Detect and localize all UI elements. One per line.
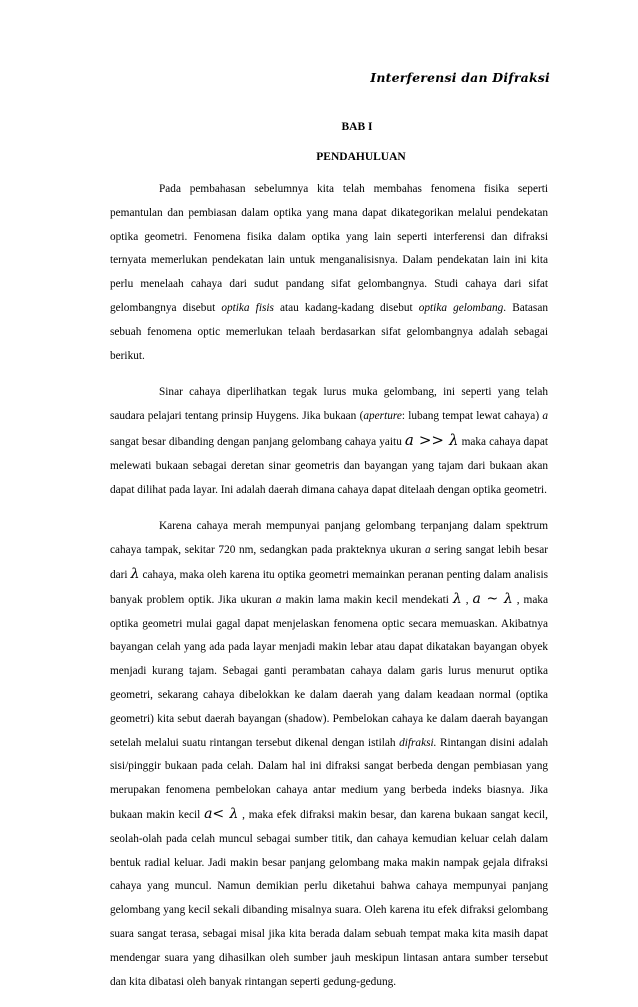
p2-text-4: maka cahaya dapat melewati bukaan sebagai deretan sinar geometris dan bayangan yang tajam dari bukaan akan dapat dilihat pada layar. Ini adalah daerah dimana cahaya dapat ditelaah dengan optika geometri. [110,435,548,496]
p3-math-a-approx-lambda: a ~ λ [472,590,513,607]
p3-math-lambda-2: λ [452,590,462,607]
p3-text-8: , maka efek difraksi makin besar, dan karena bukaan sangat kecil, seolah-olah pada celah muncul sebagai sumber titik, dan cahaya kemudian keluar celah dalam bentuk radial keluar. Jadi makin besar panjang gelombang maka makin nampak gejala difraksi cahaya yang muncul. Namun demikian perlu diketahui bahwa cahaya mempunyai panjang gelombang yang kecil sekali dibanding misalnya suara. Oleh karena itu efek difraksi gelombang suara sangat terasa, sebagai misal jika kita berada dalam sebuah tempat maka kita masih dapat mendengar suara yang dihasilkan oleh sumber jauh meskipun lintasan antara sumber tersebut dan kita dibatasi oleh banyak rintangan seperti gedung-gedung. [110,808,548,988]
p3-text-6: , maka optika geometri mulai gagal dapat menjelaskan fenomena optic secara memuaskan. Akibatnya bayangan celah yang ada pada layar menjadi makin lebar atau dapat dikatakan bayangan obyek menjadi kurang tajam. Sebagai ganti perambatan cahaya dalam garis lurus menurut optika geometri, sekarang cahaya dibelokkan ke dalam daerah yang dalam keadaan normal (optika geometri) kita sebut daerah bayangan (shadow). Pembelokan cahaya ke dalam daerah bayangan setelah melalui suatu rintangan tersebut dikenal dengan istilah [110,593,548,749]
p2-var-a: a [542,410,548,423]
running-header: Interferensi dan Difraksi [370,70,550,85]
p3-term-difraksi: difraksi. [399,736,437,749]
p2-text-1: Sinar cahaya diperlihatkan tegak lurus muka gelombang, ini seperti yang telah saudara pelajari tentang prinsip Huygens. Jika bukaan ( [110,386,548,423]
p3-var-a-2: a [275,593,282,606]
p2-text-2: : lubang tempat lewat cahaya) [401,410,543,423]
p3-text-4: makin lama makin kecil mendekati [281,593,453,606]
p3-text-5: , [461,593,473,606]
p3-text-7: Rintangan disini adalah sisi/pinggir bukaan pada celah. Dalam hal ini difraksi sangat berbeda dengan pembiasan yang merupakan fenomena pembelokan cahaya antar medium yang berbeda indeks biasnya. Jika bukaan makin kecil [110,736,548,821]
chapter-title: PENDAHULUAN [316,151,406,163]
p3-text-2: sering sangat lebih besar dari [110,544,548,581]
p3-text-3: cahaya, maka oleh karena itu optika geometri memainkan peranan penting dalam analisis banyak problem optik. Jika ukuran [110,568,548,606]
body-text [110,178,548,1007]
p2-math-a-much-greater-lambda: a >> λ [404,430,459,449]
p3-math-a-less-lambda: a< λ [204,805,239,822]
paragraph-1 [110,178,548,368]
p1-text-3: . Batasan sebuah fenomena optic memerlukan telaah berdasarkan sifat gelombangnya adalah sebagai berikut. [110,301,548,362]
p1-term-optika-gelombang: optika gelombang [418,301,504,314]
paragraph-2 [110,381,548,502]
p1-text-1: Pada pembahasan sebelumnya kita telah membahas fenomena fisika seperti pemantulan dan pembiasan dalam optika yang mana dapat dikategorikan melalui pendekatan optika geometri. Fenomena fisika dalam optika yang lain seperti interferensi dan difraksi ternyata memerlukan pendekatan lain untuk menganalisisnya. Dalam pendekatan lain ini kita perlu menelaah cahaya dari sudut pandang sifat gelombangnya. Studi cahaya dari sifat gelombangnya disebut [110,183,548,314]
p1-term-optika-fisis: optika fisis [221,301,274,314]
p2-term-aperture: aperture [363,410,402,423]
p3-var-a-1: a [424,544,431,557]
p3-math-lambda-1: λ [130,565,140,582]
p3-text-1: Karena cahaya merah mempunyai panjang gelombang terpanjang dalam spektrum cahaya tampak, sekitar 720 nm, sedangkan pada prakteknya ukuran [110,520,548,557]
chapter-number: BAB I [341,121,373,133]
p2-text-3: sangat besar dibanding dengan panjang gelombang cahaya yaitu [110,435,405,448]
p1-text-2: atau kadang-kadang disebut [273,301,419,314]
paragraph-3 [110,515,548,994]
